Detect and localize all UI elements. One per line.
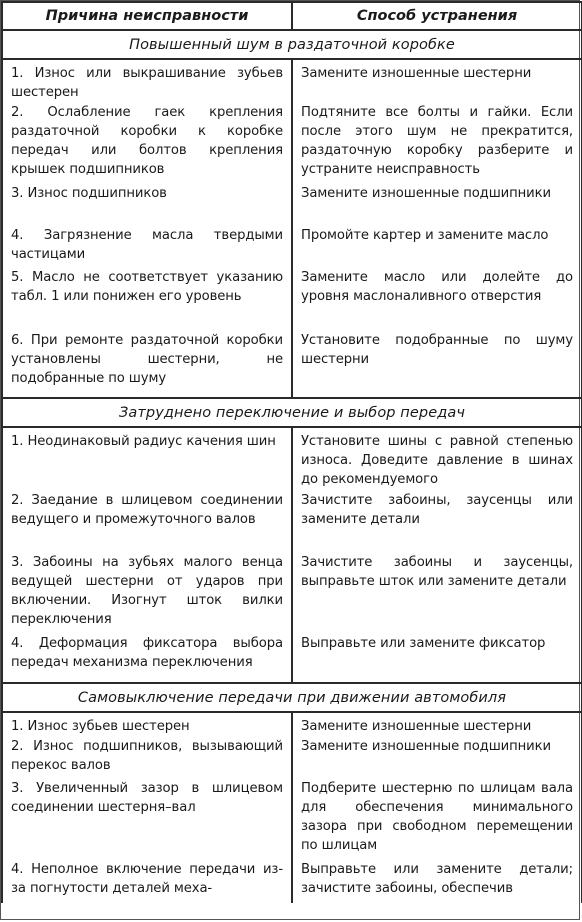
remedy-cell: Установите шины с равной степенью износа. Доведите давление в шинах до рекомендуемого [292,427,582,490]
cause-cell: 4. Неполное включение передачи из-за погнутости деталей меха- [2,859,292,903]
remedy-cell: Зачистите забоины, заусенцы или замените детали [292,490,582,552]
table-row [2,490,582,552]
remedy-cell: Замените изношенные подшипники [292,183,582,225]
cause-cell: 2. Ослабление гаек крепления раздаточной коробки к коробке передач или болтов крепления крышек подшипников [2,102,292,183]
troubleshooting-table [1,1,582,903]
table-row [2,183,582,225]
remedy-cell: Зачистите забоины и заусенцы, выправьте шток или замените детали [292,552,582,633]
remedy-cell: Замените изношенные шестерни [292,712,582,736]
remedy-cell: Замените масло или долейте до уровня маслоналивного отверстия [292,267,582,330]
section-header-row [2,683,582,712]
header-cause: Причина неисправности [2,2,292,30]
table-row [2,552,582,633]
header-remedy: Способ устранения [292,2,582,30]
cause-cell: 1. Износ или выкрашивание зубьев шестерен [2,59,292,102]
cause-cell: 6. При ремонте раздаточной коробки установлены шестерни, не подобранные по шуму [2,330,292,392]
cause-cell: 1. Износ зубьев шестерен [2,712,292,736]
section-title-noise: Повышенный шум в раздаточной коробке [2,30,582,59]
table-row [2,427,582,490]
section-title-shifting: Затруднено переключение и выбор передач [2,398,582,427]
table-row [2,225,582,267]
cause-cell: 2. Заедание в шлицевом соединении ведущего и промежуточного валов [2,490,292,552]
cause-cell: 3. Увеличенный зазор в шлицевом соединении шестерня–вал [2,778,292,859]
table-row [2,633,582,677]
cause-cell: 2. Износ подшипников, вызывающий перекос валов [2,736,292,778]
table-row [2,859,582,903]
cause-cell: 1. Неодинаковый радиус качения шин [2,427,292,490]
remedy-cell: Выправьте или замените детали; зачистите забоины, обеспечив [292,859,582,903]
remedy-cell: Промойте картер и замените масло [292,225,582,267]
remedy-cell: Выправьте или замените фиксатор [292,633,582,677]
remedy-cell: Подберите шестерню по шлицам вала для обеспечения минимального зазора при свободном перемещении по шлицам [292,778,582,859]
table-row [2,102,582,183]
section-header-row [2,398,582,427]
table-header-row [2,2,582,30]
remedy-cell: Замените изношенные подшипники [292,736,582,778]
remedy-cell: Замените изношенные шестерни [292,59,582,102]
table-row [2,330,582,392]
remedy-cell: Подтяните все болты и гайки. Если после этого шум не прекратится, раздаточную коробку разберите и устраните неисправность [292,102,582,183]
cause-cell: 3. Забоины на зубьях малого венца ведущей шестерни от ударов при включении. Изогнут шток вилки переключения [2,552,292,633]
table-row [2,59,582,102]
table-row [2,778,582,859]
cause-cell: 3. Износ подшипников [2,183,292,225]
section-title-disengagement: Самовыключение передачи при движении автомобиля [2,683,582,712]
cause-cell: 4. Деформация фиксатора выбора передач механизма переключения [2,633,292,677]
table-row [2,712,582,736]
cause-cell: 5. Масло не соответствует указанию табл. 1 или понижен его уровень [2,267,292,330]
section-header-row [2,30,582,59]
cause-cell: 4. Загрязнение масла твердыми частицами [2,225,292,267]
remedy-cell: Установите подобранные по шуму шестерни [292,330,582,392]
table-row [2,267,582,330]
table-row [2,736,582,778]
